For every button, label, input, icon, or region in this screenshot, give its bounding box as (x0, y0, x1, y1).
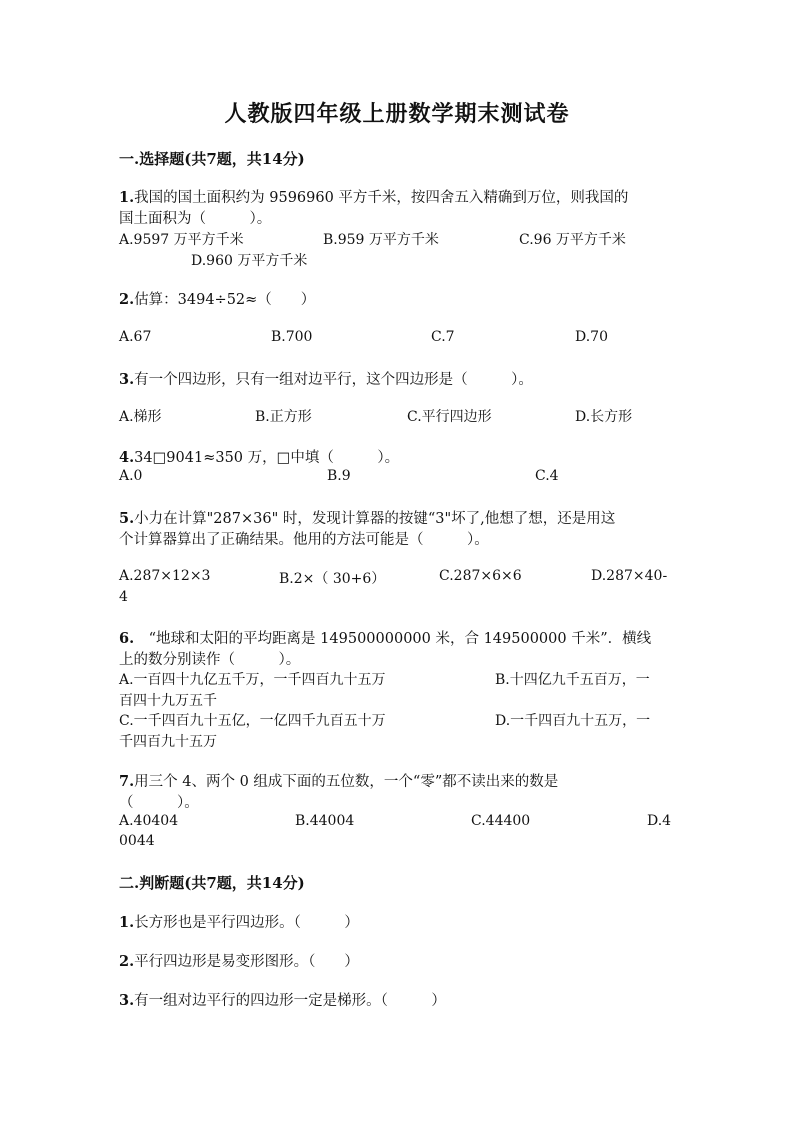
question-6-option-c: C.一千四百九十五亿，一亿四千九百五十万 (119, 713, 386, 729)
question-2-option-b: B.700 (271, 329, 313, 345)
question-2-option-c: C.7 (431, 329, 455, 345)
question-1-option-d: D.960 万平方千米 (191, 253, 308, 269)
question-1-option-b: B.959 万平方千米 (323, 232, 439, 248)
question-2-option-a: A.67 (119, 329, 152, 345)
judgement-3: 3.有一组对边平行的四边形一定是梯形。（ ） (119, 992, 446, 1009)
section-heading-judgement: 二.判断题(共7题，共14分) (119, 874, 305, 892)
judgement-2: 2.平行四边形是易变形图形。（ ） (119, 953, 359, 970)
question-3-option-a: A.梯形 (119, 409, 162, 425)
question-6-option-a: A.一百四十九亿五千万，一千四百九十五万 (119, 672, 386, 688)
question-7-option-d: D.4 (647, 813, 672, 829)
question-6-option-b: B.十四亿九千五百万，一 (495, 672, 650, 688)
question-4-option-a: A.0 (119, 468, 143, 484)
question-1-option-a: A.9597 万平方千米 (119, 232, 244, 248)
page-title: 人教版四年级上册数学期末测试卷 (224, 101, 570, 127)
question-6-option-d: D.一千四百九十五万，一 (495, 713, 651, 729)
question-5-line-2: 个计算器算出了正确结果。他用的方法可能是（ ）。 (119, 532, 489, 548)
question-4-line-1: 4.34□9041≈350 万，□中填（ ）。 (119, 449, 400, 466)
question-5-option-d: D.287×40- (591, 568, 668, 584)
question-7-line-1: 7.用三个 4、两个 0 组成下面的五位数，一个“零”都不读出来的数是 (119, 773, 559, 790)
question-3-option-d: D.长方形 (575, 409, 633, 425)
question-5-line-1: 5.小力在计算"287×36" 时，发现计算器的按键“3"坏了,他想了想，还是用这 (119, 510, 616, 527)
question-6-line-1: 6. “地球和太阳的平均距离是 149500000000 米，合 149500000 千米”．横线 (119, 630, 652, 647)
question-4-option-b: B.9 (327, 468, 351, 484)
question-7-option-c: C.44400 (471, 813, 531, 829)
question-1-line-1: 1.我国的国土面积约为 9596960 平方千米，按四舍五入精确到万位，则我国的 (119, 189, 629, 206)
question-2-option-d: D.70 (575, 329, 608, 345)
question-1-option-c: C.96 万平方千米 (519, 232, 626, 248)
question-6-option-d-wrap: 千四百九十五万 (119, 734, 217, 750)
question-7-option-d-wrap: 0044 (119, 833, 155, 849)
question-6-line-2: 上的数分别读作（ ）。 (119, 652, 301, 668)
section-heading-choice: 一.选择题(共7题，共14分) (119, 150, 305, 168)
question-2-line-1: 2.估算：3494÷52≈（ ） (119, 291, 316, 308)
question-3-line-1: 3.有一个四边形，只有一组对边平行，这个四边形是（ ）。 (119, 371, 533, 388)
question-4-option-c: C.4 (535, 468, 559, 484)
question-5-option-d-wrap: 4 (119, 589, 128, 605)
question-5-option-c: C.287×6×6 (439, 568, 522, 584)
question-5-option-b: B.2×（ 30+6） (279, 571, 386, 587)
question-5-option-a: A.287×12×3 (119, 568, 211, 584)
question-3-option-b: B.正方形 (255, 409, 312, 425)
judgement-1: 1.长方形也是平行四边形。（ ） (119, 914, 359, 931)
question-7-line-2: （ ）。 (119, 795, 199, 811)
question-3-option-c: C.平行四边形 (407, 409, 492, 425)
question-7-option-b: B.44004 (295, 813, 355, 829)
question-6-option-b-wrap: 百四十九万五千 (119, 693, 217, 709)
question-7-option-a: A.40404 (119, 813, 179, 829)
question-1-line-2: 国土面积为（ ）。 (119, 211, 272, 227)
